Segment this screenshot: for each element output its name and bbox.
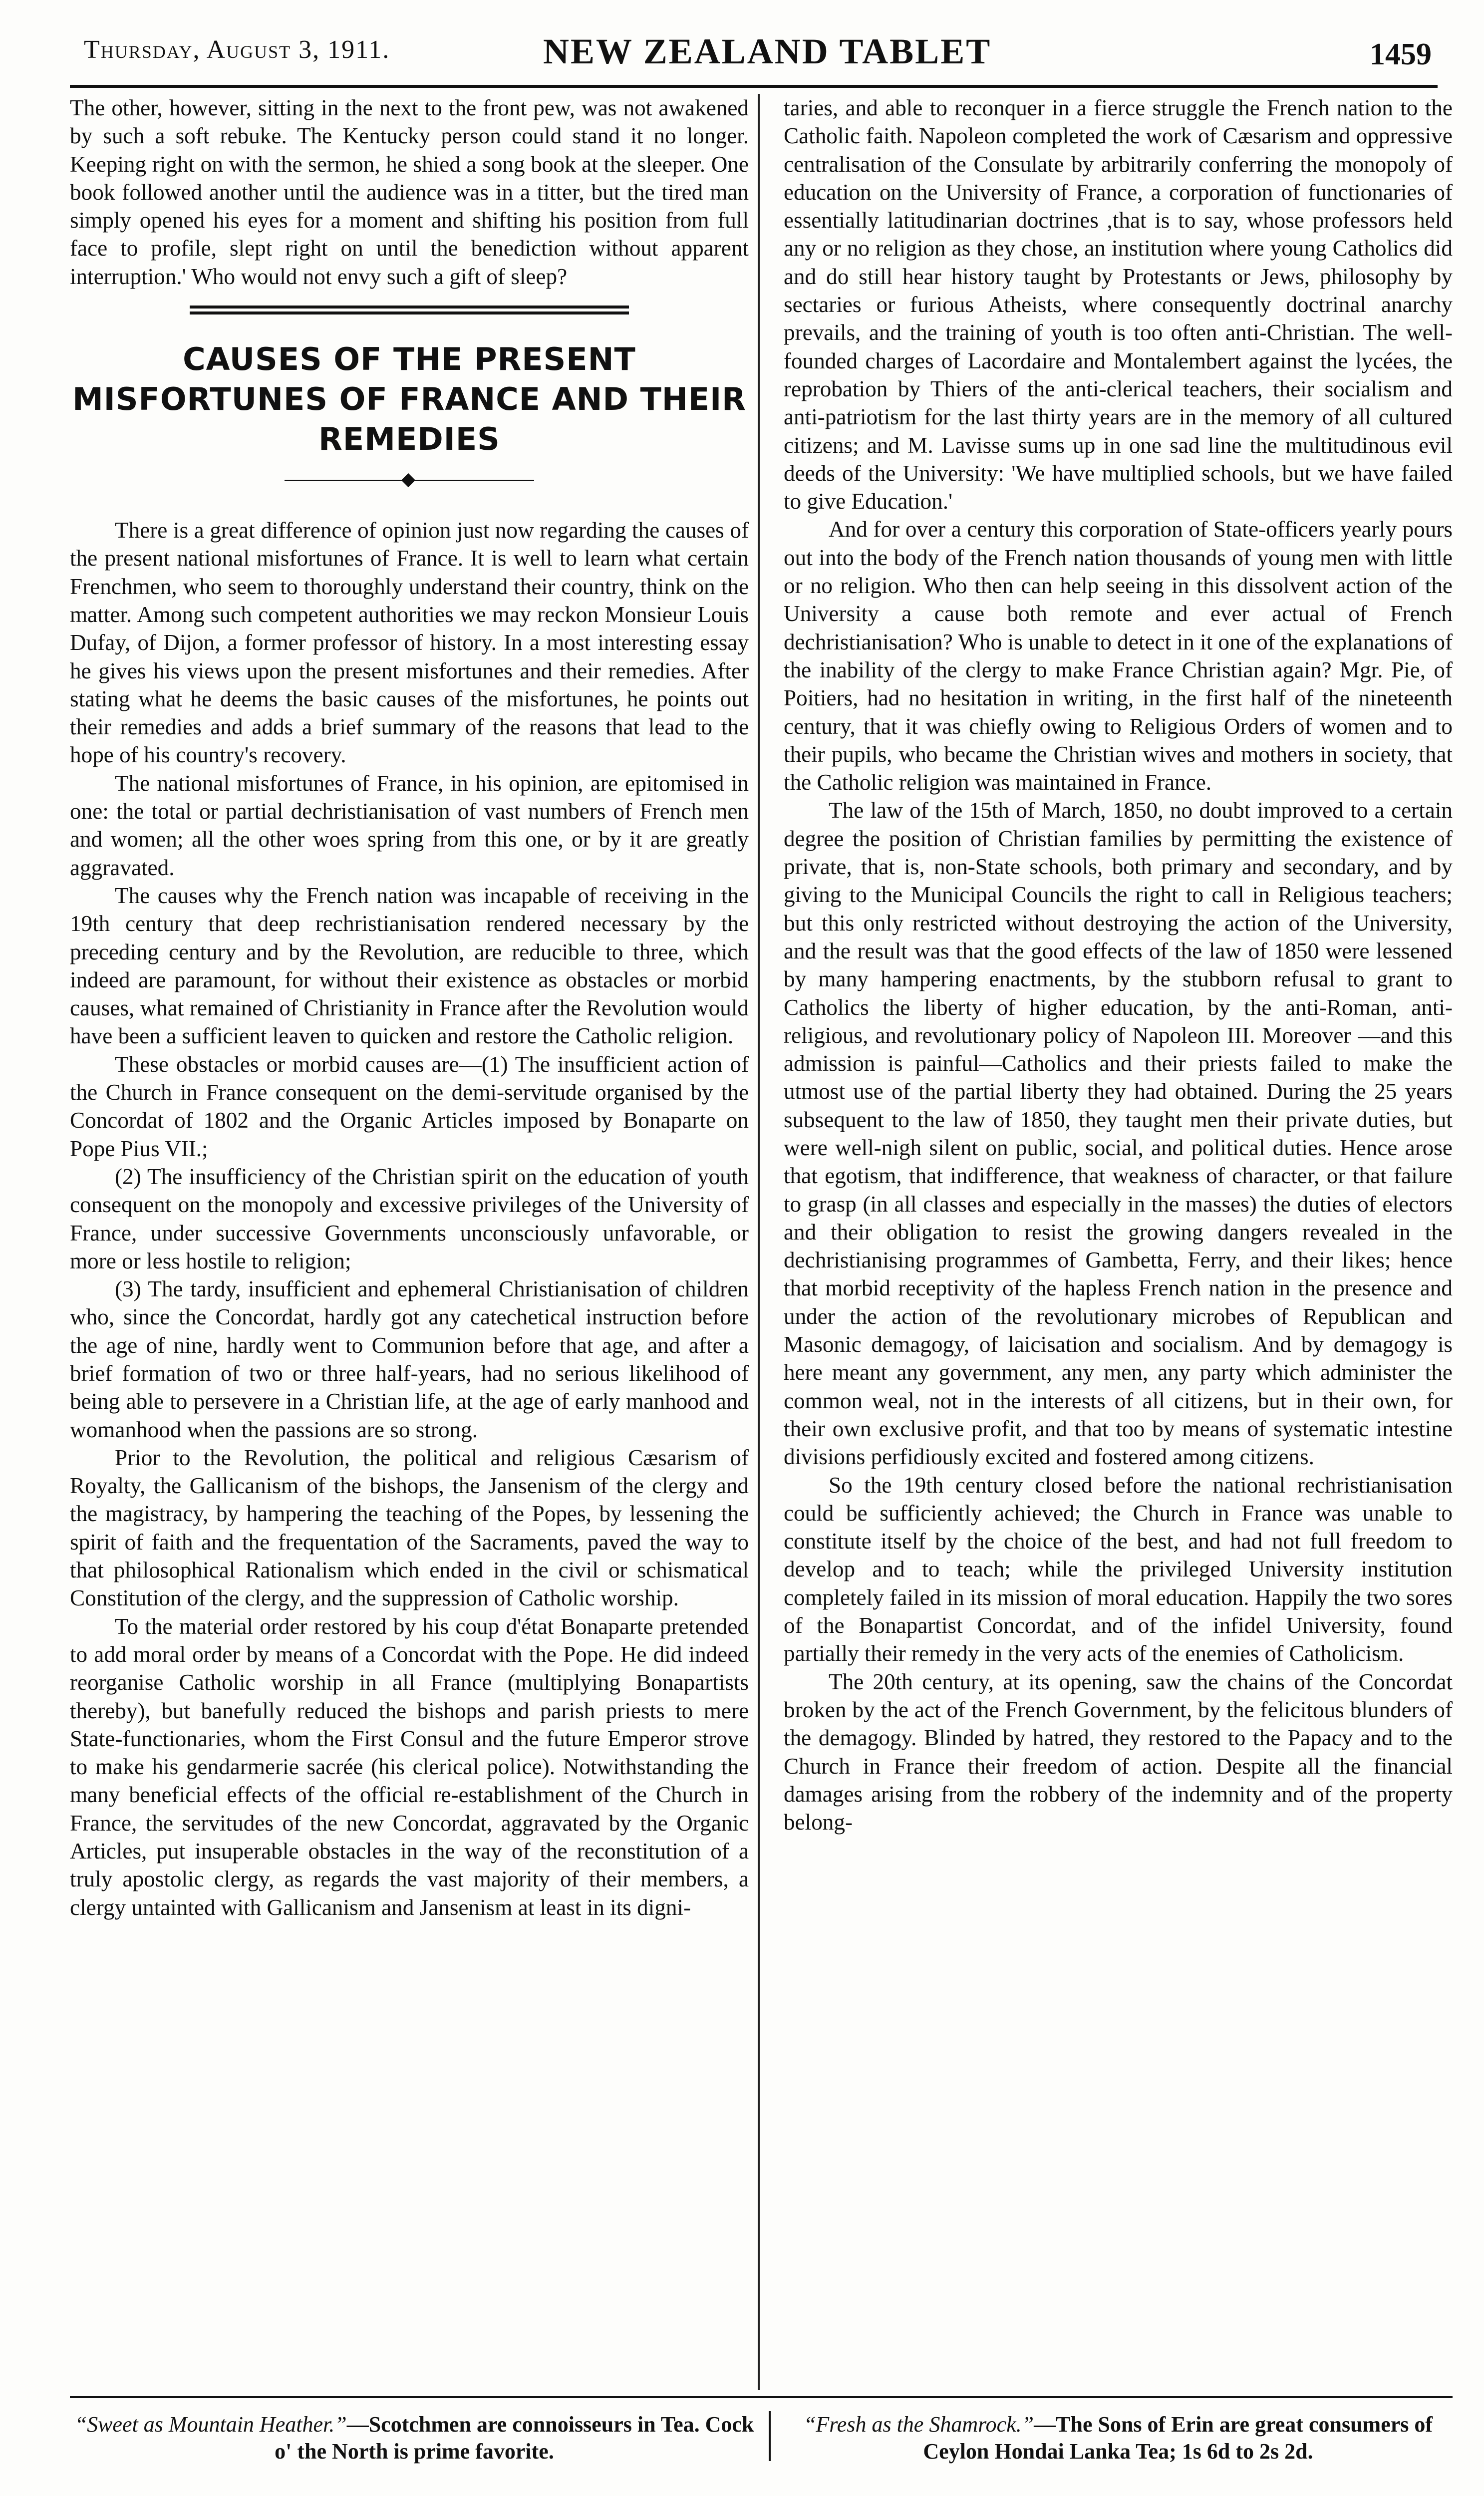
intro-paragraph: The other, however, sitting in the next to the front pew, was not awakened by such a soft rebuke. The Kentucky person could stand it no longer. Keeping right on with the sermon, he shied a song book at the sleeper. One book followed another until the audience was in a titter, but the tired man simply opened his eyes for a moment and shifting his position from full face to profile, slept right on until the benediction without apparent interruption.' Who would not envy such a gift of sleep? <box>70 95 749 289</box>
body-paragraph: So the 19th century closed before the national rechristianisation could be sufficiently achieved; the Church in France was unable to constitute itself by the choice of the best, and had not full freedom to develop and to teach; while the privileged University institution completely failed in its mission of moral education. Happily the two sores of the Bonapartist Concordat, and of the infidel University, found partially their remedy in the very acts of the enemies of Catholicism. <box>784 1472 1453 1666</box>
body-paragraph: The national misfortunes of France, in his opinion, are epitomised in one: the total or partial dechristianisation of vast numbers of French men and women; all the other woes spring from this one, or by it are greatly aggravated. <box>70 770 749 880</box>
ad-text: —The Sons of Erin are great consumers of Ceylon Hondai Lanka Tea; 1s 6d to 2s 2d. <box>923 2412 1433 2464</box>
body-paragraph: And for over a century this corporation of State-officers yearly pours out into the body of the French nation thousands of young men with little or no religion. Who then can help seeing in this dissolvent action of the University a cause both remote and ever actual of French dechristianisation? Who is unable to detect in it one of the explanations of the inability of the clergy to make France Christian again? Mgr. Pie, of Poitiers, had no hesitation in writing, in the first half of the nineteenth century, that it was chiefly owing to Religious Orders of women and to their pupils, who became the Christian wives and mothers in society, that the Catholic religion was maintained in France. <box>784 517 1453 795</box>
column-separator <box>758 94 760 2390</box>
publication-title: NEW ZEALAND TABLET <box>543 31 992 71</box>
column-right <box>784 94 1453 1836</box>
page-number: 1459 <box>1370 37 1432 71</box>
ad-separator <box>769 2411 771 2461</box>
section-divider <box>190 306 629 314</box>
body-paragraph: Prior to the Revolution, the political and religious Cæsarism of Royalty, the Gallicanism of the bishops, the Jansenism of the clergy and the magistracy, by hampering the teaching of the Popes, by lessening the spirit of faith and the frequentation of the Sacraments, paved the way to that philosophical Rationalism which ended in the civil or schismatical Constitution of the clergy, and the suppression of Catholic worship. <box>70 1445 749 1611</box>
body-paragraph: The law of the 15th of March, 1850, no doubt improved to a certain degree the position of Christian families by permitting the existence of private, that is, non-State schools, both primary and secondary, and by giving to the Municipal Councils the right to call in Religious teachers; but this only restricted without destroying the action of the University, and the result was that the good effects of the law of 1850 were lessened by many hampering enactments, by the stubborn refusal to grant to Catholics the liberty of higher education, by the anti-Roman, anti-religious, and revolutionary policy of Napoleon III. Moreover —and this admission is painful—Catholics and their priests failed to make the utmost use of the partial liberty they had obtained. During the 25 years subsequent to the law of 1850, they taught men their private duties, but were well-nigh silent on public, social, and political duties. Hence arose that egotism, that indifference, that weakness of character, or that failure to grasp (in all classes and especially in the masses) the duties of electors and their obligation to resist the growing dangers revealed in the dechristianising programmes of Gambetta, Ferry, and their likes; hence that morbid receptivity of the hapless French nation in the presence and under the action of the revolutionary microbes of Republican and Masonic demagogy, of laicisation and socialism. And by demagogy is here meant any government, any men, any party which administer the common weal, not in the interests of all citizens, but in their own, for their own exclusive profit, and that too by means of systematic intestine divisions perfidiously excited and fostered among citizens. <box>784 798 1453 1470</box>
advertisement-right <box>784 2411 1453 2465</box>
body-paragraph: The 20th century, at its opening, saw the chains of the Concordat broken by the act of the French Government, by the felicitous blunders of the demagogy. Blinded by hatred, they restored to the Papacy and to the Church in France their freedom of action. Despite all the financial damages arising from the robbery of the indemnity and of the property belong- <box>784 1669 1453 1835</box>
article-headline: CAUSES OF THE PRESENT MISFORTUNES OF FRANCE AND THEIR REMEDIES <box>72 341 746 458</box>
page-header <box>84 26 1432 81</box>
ad-quote: “Fresh as the Shamrock.” <box>803 2412 1034 2437</box>
body-paragraph: taries, and able to reconquer in a fierce struggle the French nation to the Catholic faith. Napoleon completed the work of Cæsarism and oppressive centralisation of the Consulate by arbitrarily conferring the monopoly of education on the University of France, a corporation of functionaries of essentially latitudinarian doctrines ,that is to say, whose professors held any or no religion as they chose, an institution where young Catholics did and do still hear history taught by Protestants or Jews, philosophy by sectaries or furious Atheists, where consequently doctrinal anarchy prevails, and the training of youth is too often anti-Christian. The well-founded charges of Lacordaire and Montalembert against the lycées, the reprobation by Thiers of the anti-clerical teachers, their socialism and anti-patriotism for the last thirty years are in the memory of all cultured citizens; and M. Lavisse sums up in one sad line the multitudinous evil deeds of the University: 'We have multiplied schools, but we have failed to give Education.' <box>784 95 1453 514</box>
body-paragraph: To the material order restored by his coup d'état Bonaparte pretended to add moral order by means of a Concordat with the Pope. He did indeed reorganise Catholic worship in all France (multiplying Bonapartists thereby), but banefully reduced the bishops and parish priests to mere State-functionaries, whom the First Consul and the future Emperor strove to make his gendarmerie sacrée (his clerical police). Notwithstanding the many beneficial effects of the official re-establishment of the Church in France, the servitudes of the new Concordat, aggravated by the Organic Articles, put insuperable obstacles in the way of the reconstitution of a truly apostolic clergy, as regards the vast majority of their members, a clergy untainted with Gallicanism and Jansenism at least in its digni- <box>70 1613 749 1920</box>
issue-date: Thursday, August 3, 1911. <box>84 35 390 64</box>
body-paragraph: These obstacles or morbid causes are—(1) The insufficient action of the Church in France consequent on the demi-servitude organised by the Concordat of 1802 and the Organic Articles imposed by Bonaparte on Pope Pius VII.; <box>70 1051 749 1161</box>
diamond-divider <box>285 474 534 486</box>
advertisement-left <box>70 2411 759 2465</box>
body-paragraph: There is a great difference of opinion just now regarding the causes of the present national misfortunes of France. It is well to learn what certain Frenchmen, who seem to thoroughly understand their country, think on the matter. Among such competent authorities we may reckon Monsieur Louis Dufay, of Dijon, a former professor of history. In a most interesting essay he gives his views upon the present misfortunes and their remedies. After stating what he deems the basic causes of the misfortunes, he points out their remedies and adds a brief summary of the reasons that lead to the hope of his country's recovery. <box>70 518 749 768</box>
ad-text: —Scotchmen are connoisseurs in Tea. Cock o' the North is prime favorite. <box>275 2412 754 2464</box>
footer-rule <box>70 2396 1453 2398</box>
ad-quote: “Sweet as Mountain Heather.” <box>74 2412 347 2437</box>
body-paragraph: The causes why the French nation was incapable of receiving in the 19th century that deep rechristianisation rendered necessary by the preceding century and by the Revolution, are reducible to three, which indeed are paramount, for without their existence as obstacles or morbid causes, what remained of Christianity in France after the Revolution would have been a sufficient leaven to quicken and restore the Catholic religion. <box>70 883 749 1049</box>
body-paragraph: (3) The tardy, insufficient and ephemeral Christianisation of children who, since the Concordat, hardly got any catechetical instruction before the age of nine, hardly went to Communion before that age, and after a brief formation of two or three half-years, had no serious likelihood of being able to persevere in a Christian life, at the age of early manhood and womanhood when the passions are so strong. <box>70 1276 749 1442</box>
header-rule <box>70 85 1438 88</box>
column-left <box>70 94 749 1921</box>
body-paragraph: (2) The insufficiency of the Christian spirit on the education of youth consequent on the monopoly and excessive privileges of the University of France, under successive Governments unconsciously unfavorable, or more or less hostile to religion; <box>70 1164 749 1273</box>
